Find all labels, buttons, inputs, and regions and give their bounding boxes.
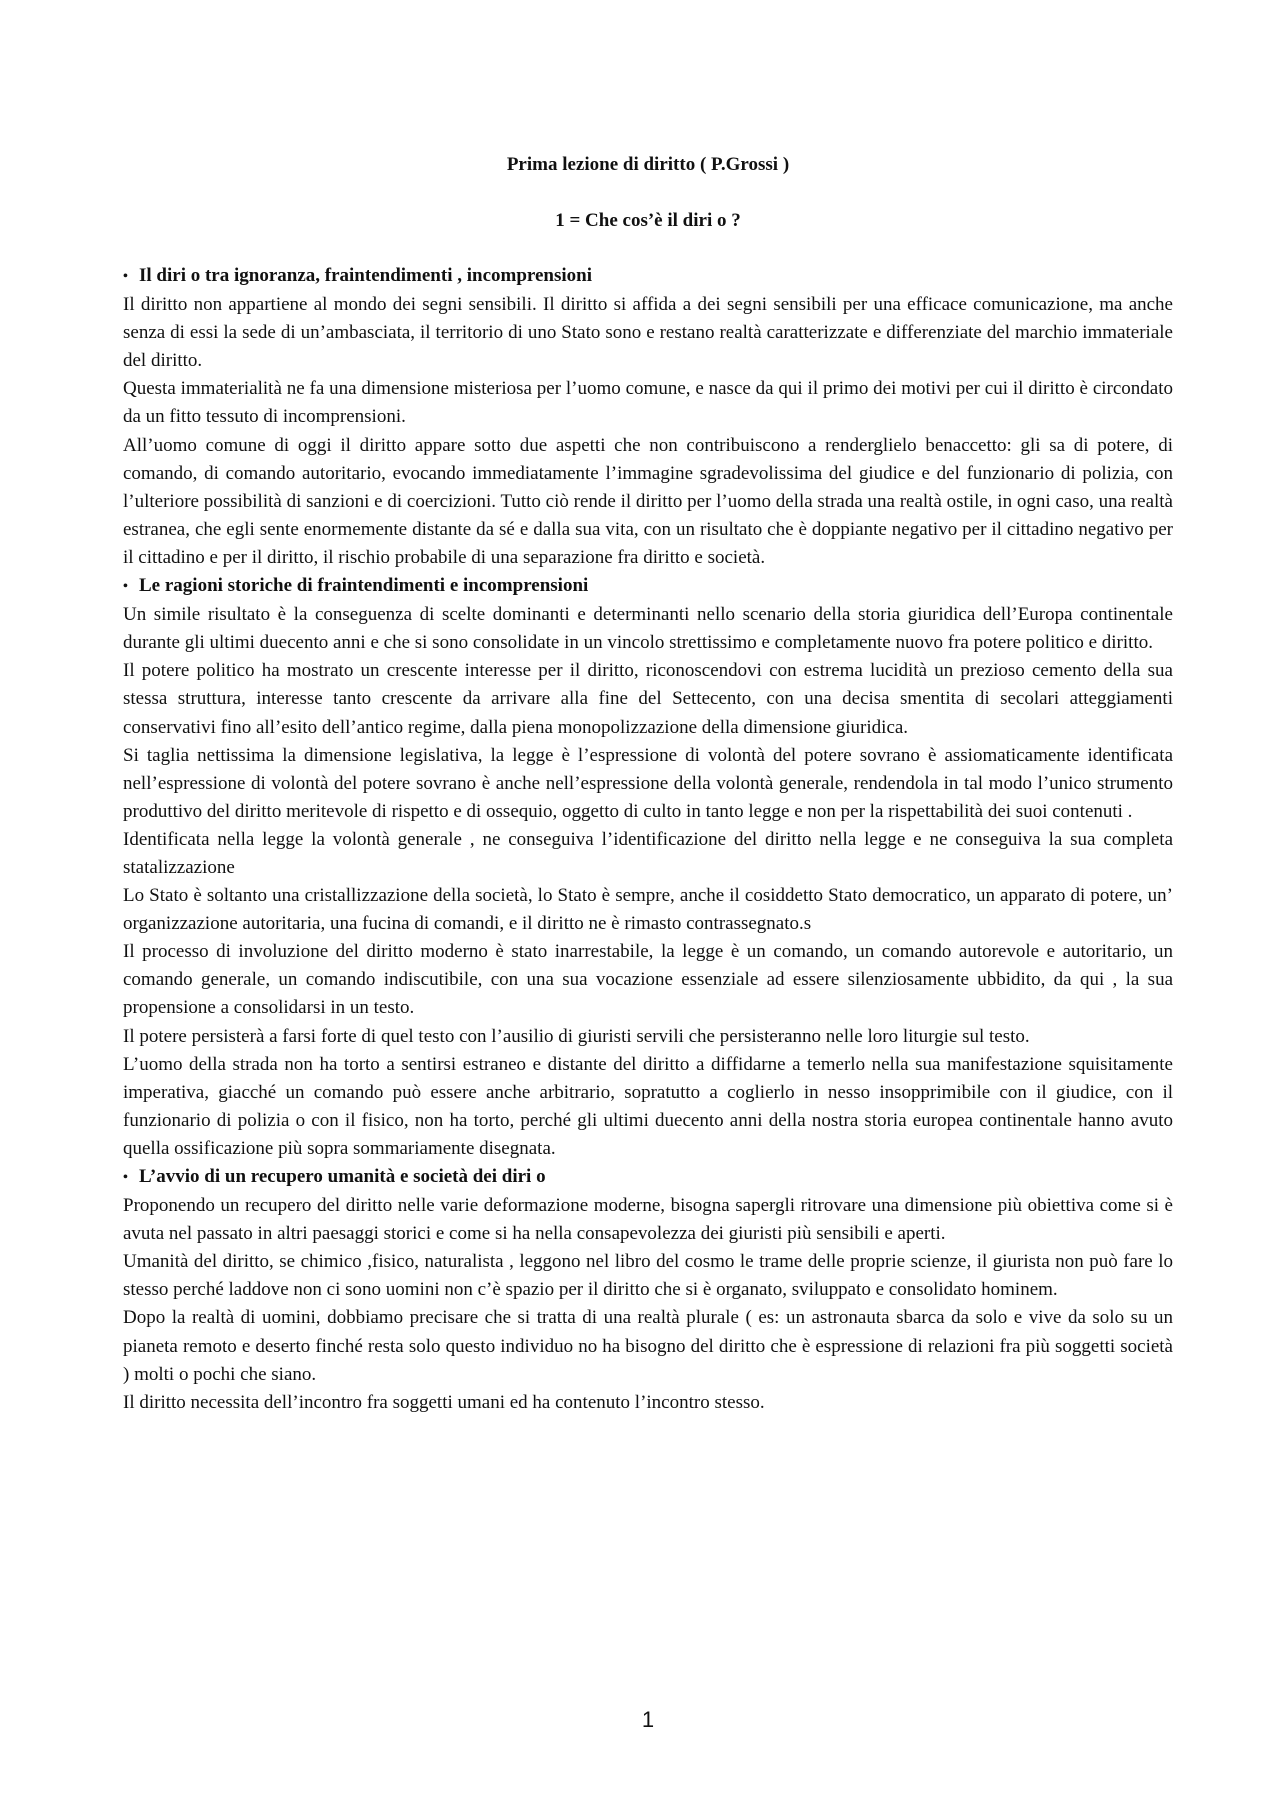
- paragraph: Il diritto non appartiene al mondo dei segni sensibili. Il diritto si affida a dei segni sensibili per una efficace comunicazione, ma anche senza di essi la sede di un’ambasciata, il territorio di uno Stato sono e restano realtà caratterizzate e differenziate del marchio immateriale del diritto.: [123, 294, 1173, 372]
- paragraph: Il processo di involuzione del diritto moderno è stato inarrestabile, la legge è un comando, un comando autorevole e autoritario, un comando generale, un comando indiscutibile, con una sua vocazione essenziale ad essere silenziosamente ubbidito, da qui , la sua propensione a consolidarsi in un testo.: [123, 941, 1173, 1019]
- paragraph: Il potere politico ha mostrato un crescente interesse per il diritto, riconoscendovi con estrema lucidità un prezioso cemento della sua stessa struttura, interesse tanto crescente da arrivare alla fine del Settecento, con una decisa smentita di secolari atteggiamenti conservativi fino all’esito dell’antico regime, dalla piena monopolizzazione della dimensione giuridica.: [123, 660, 1173, 738]
- paragraph: Lo Stato è soltanto una cristallizzazione della società, lo Stato è sempre, anche il cosiddetto Stato democratico, un apparato di potere, un’ organizzazione autoritaria, una fucina di comandi, e il diritto ne è rimasto contrassegnato.s: [123, 885, 1173, 935]
- paragraph: All’uomo comune di oggi il diritto appare sotto due aspetti che non contribuiscono a renderglielo benaccetto: gli sa di potere, di comando, di comando autoritario, evocando immediatamente l’immagine sgradevolissima del giudice e del funzionario di polizia, con l’ulteriore possibilità di sanzioni e di coercizioni. Tutto ciò rende il diritto per l’uomo della strada una realtà ostile, in ogni caso, una realtà estranea, che egli sente enormemente distante da sé e dalla sua vita, con un risultato che è doppiante negativo per il cittadino negativo per il cittadino e per il diritto, il rischio probabile di una separazione fra diritto e società.: [123, 434, 1173, 568]
- bullet-icon: •: [123, 269, 128, 284]
- paragraph: Il diritto necessita dell’incontro fra soggetti umani ed ha contenuto l’incontro stesso.: [123, 1391, 765, 1413]
- paragraph: Si taglia nettissima la dimensione legislativa, la legge è l’espressione di volontà del potere sovrano è assiomaticamente identificata nell’espressione di volontà del potere sovrano è anche nell’espressione della volontà generale, rendendola in tal modo l’unico strumento produttivo del diritto meritevole di rispetto e di ossequio, oggetto di culto in tanto legge e non per la rispettabilità dei suoi contenuti .: [123, 744, 1173, 822]
- paragraph: Dopo la realtà di uomini, dobbiamo precisare che si tratta di una realtà plurale ( es: un astronauta sbarca da solo e vive da solo su un pianeta remoto e deserto finché resta solo questo individuo no ha bisogno del diritto che è espressione di relazioni fra più soggetti società ) molti o pochi che siano.: [123, 1307, 1173, 1385]
- document-title: Prima lezione di diritto ( P.Grossi ): [506, 154, 790, 175]
- paragraph: Il potere persisterà a farsi forte di quel testo con l’ausilio di giuristi servili che persisteranno nelle loro liturgie sul testo.: [123, 1025, 1030, 1047]
- paragraph: Umanità del diritto, se chimico ,fisico, naturalista , leggono nel libro del cosmo le trame delle proprie scienze, il giurista non può fare lo stesso perché laddove non ci sono uomini non c’è spazio per il diritto che si è organato, sviluppato e consolidato hominem.: [123, 1251, 1173, 1301]
- paragraph: Questa immaterialità ne fa una dimensione misteriosa per l’uomo comune, e nasce da qui il primo dei motivi per cui il diritto è circondato da un fitto tessuto di incomprensioni.: [123, 378, 1173, 428]
- section-heading-text: L’avvio di un recupero umanità e società dei diri o: [139, 1166, 546, 1187]
- section-heading-2: [123, 572, 1173, 601]
- bullet-icon: •: [123, 1170, 128, 1185]
- bullet-icon: •: [123, 579, 128, 595]
- chapter-title: 1 = Che cos’è il diri o ?: [555, 210, 741, 231]
- section-heading-3: [123, 1163, 1173, 1192]
- section-heading-text: Le ragioni storiche di fraintendimenti e incomprensioni: [139, 575, 589, 597]
- paragraph: Identificata nella legge la volontà generale , ne conseguiva l’identificazione del diritto nella legge e ne conseguiva la sua completa statalizzazione: [123, 828, 1173, 878]
- section-heading-text: Il diri o tra ignoranza, fraintendimenti , incomprensioni: [139, 265, 593, 286]
- paragraph: Un simile risultato è la conseguenza di scelte dominanti e determinanti nello scenario della storia giuridica dell’Europa continentale durante gli ultimi duecento anni e che si sono consolidate in un vincolo strettissimo e completamente nuovo fra potere politico e diritto.: [123, 604, 1173, 654]
- document-page: [123, 0, 1173, 1811]
- section-heading-1: [123, 262, 1173, 291]
- paragraph: Proponendo un recupero del diritto nelle varie deformazione moderne, bisogna sapergli ritrovare una dimensione più obiettiva come si è avuta nel passato in altri paesaggi storici e come si ha nella consapevolezza dei giuristi più sensibili e aperti.: [123, 1195, 1173, 1245]
- document-body: [123, 262, 1173, 1417]
- page-number: 1: [641, 1707, 655, 1732]
- paragraph: L’uomo della strada non ha torto a sentirsi estraneo e distante del diritto a diffidarne a temerlo nella sua manifestazione squisitamente imperativa, giacché un comando può essere anche arbitrario, sopratutto a coglierlo in nesso insopprimibile con il giudice, con il funzionario di polizia o con il fisico, non ha torto, perché gli ultimi duecento anni della nostra storia europea continentale hanno avuto quella ossificazione più sopra sommariamente disegnata.: [123, 1053, 1173, 1159]
